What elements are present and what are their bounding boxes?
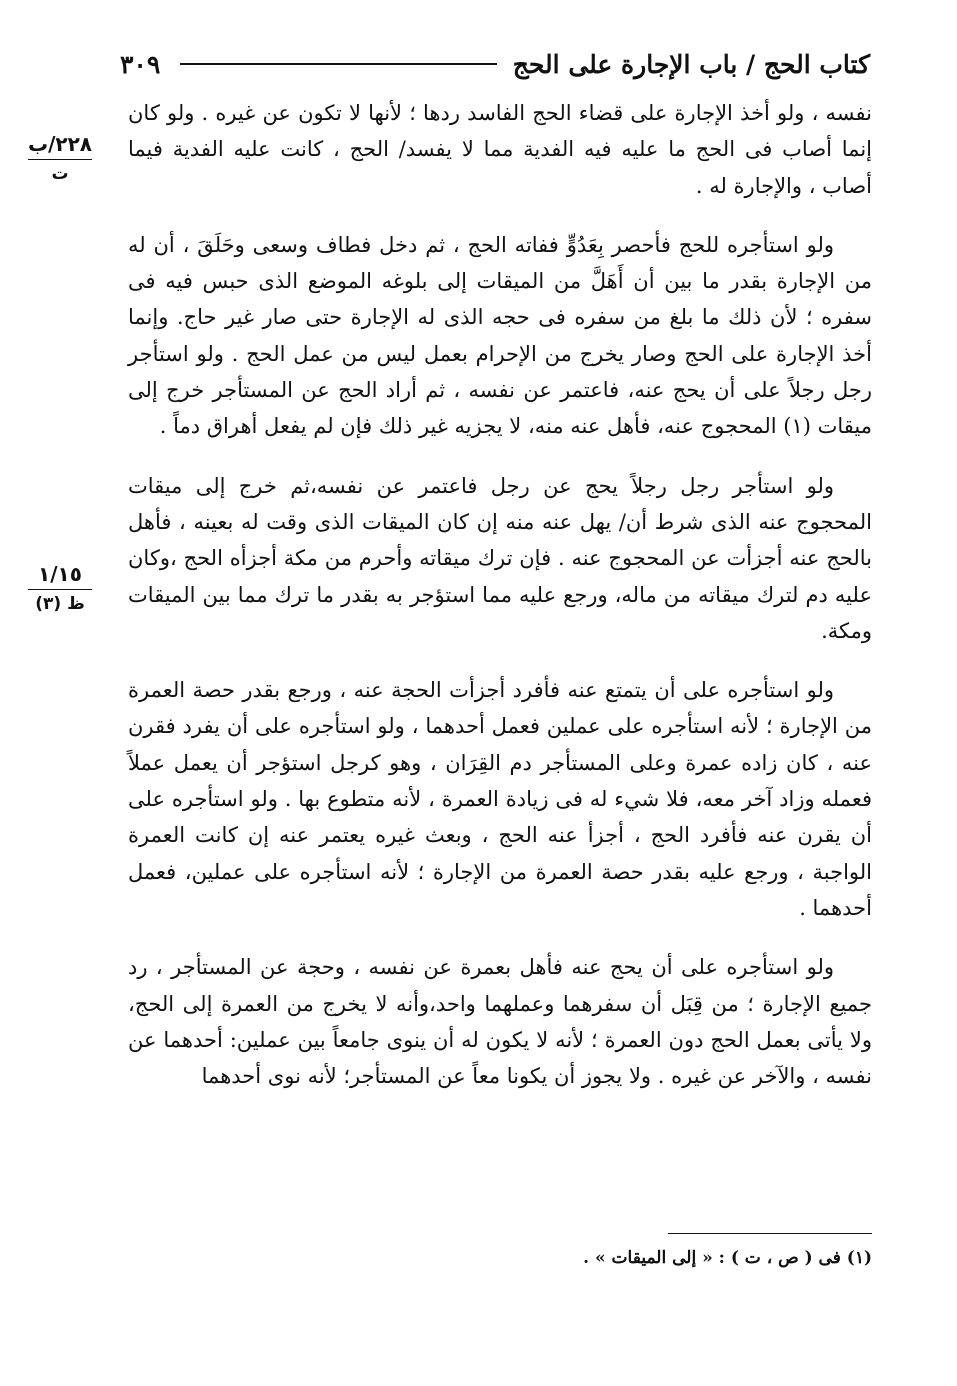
margin-note-1-siglum: ت [51,164,69,184]
margin-note-2-rule [28,589,92,590]
margin-note-2-folio: ١/١٥ [38,562,82,586]
margin-note-2-siglum: ظ (٣) [35,594,85,614]
paragraph-3: ولو استأجر رجل رجلاً يحج عن رجل فاعتمر عن نفسه،ثم خرج إلى ميقات المحجوج عنه الذى شرط أن/ يهل عنه منه إن كان الميقات الذى وقت له بعينه ، فأهل بالحج عنه أجزأت عن المحجوج عنه . فإن ترك ميقاته وأحرم من مكة أجزأه الحج ،وكان عليه دم لترك ميقاته من ماله، ورجع عليه مما استؤجر به بقدر ما ترك مما بين الميقات ومكة. [128,473,872,643]
margin-note-2 [22,563,98,614]
paragraph-2: ولو استأجره للحج فأحصر بِعَدُوٍّ ففاته الحج ، ثم دخل فطاف وسعى وحَلَقَ ، أن له من الإجارة بقدر ما بين أن أَهَلَّ من الميقات إلى بلوغه الموضع الذى حبس فيه فى سفره ؛ لأن ذلك ما بلغ من سفره فى حجه الذى له الإجارة حتى صار غير حاج. وإنما أخذ الإجارة على الحج وصار يخرج من الإحرام بعمل ليس من عمل الحج . ولو استأجر رجل رجلاً على أن يحج عنه، فاعتمر عن نفسه ، ثم أراد الحج عن المستأجر خرج إلى ميقات (١) المحجوج عنه، فأهل عنه منه، لا يجزيه غير ذلك فإن لم يفعل أهراق دماً . [128,232,872,439]
paragraph-4: ولو استأجره على أن يتمتع عنه فأفرد أجزأت الحجة عنه ، ورجع بقدر حصة العمرة من الإجارة ؛ لأنه استأجره على عملين فعمل أحدهما ، ولو استأجره على أن يفرد فقرن عنه ، كان زاده عمرة وعلى المستأجر دم القِرَان ، وهو كرجل استؤجر أن يعمل عملاً فعمله وزاد آخر معه، فلا شيء له فى زيادة العمرة ، لأنه متطوع بها . ولو استأجره على أن يقرن عنه فأفرد الحج ، أجزأ عنه الحج ، وبعث غيره يعتمر عنه إن كانت العمرة الواجبة ، ورجع عليه بقدر حصة العمرة من الإجارة ؛ لأنه استأجره على عملين، فعمل أحدهما . [128,678,872,920]
margin-note-1 [22,133,98,184]
paragraph-1: نفسه ، ولو أخذ الإجارة على قضاء الحج الفاسد ردها ؛ لأنها لا تكون عن غيره . ولو كان إنما أصاب فى الحج ما عليه فيه الفدية مما لا يفسد/ الحج ، كانت عليه الفدية فيما أصاب ، والإجارة له . [128,101,872,198]
footnote-rule [668,1233,872,1234]
footnote: (١) فى ( ص ، ت ) : « إلى الميقات » . [583,1248,872,1268]
running-title: كتاب الحج / باب الإجارة على الحج [512,49,870,79]
paragraph-5: ولو استأجره على أن يحج عنه فأهل بعمرة عن نفسه ، وحجة عن المستأجر ، رد جميع الإجارة ؛ من قِبَل أن سفرهما وعملهما واحد،وأنه لا يخرج من العمرة إلى الحج، ولا يأتى بعمل الحج دون العمرة ؛ لأنه لا يكون له أن ينوى جامعاً بين عملين: أحدهما عن نفسه ، والآخر عن غيره . ولا يجوز أن يكونا معاً عن المستأجر؛ لأنه نوى أحدهما [128,955,872,1089]
running-header [120,44,870,84]
margin-note-1-rule [28,159,92,160]
margin-note-1-folio: ٢٢٨/ب [27,132,93,156]
main-text [128,95,872,1117]
page-number: ٣٠٩ [120,49,161,79]
header-rule [180,63,496,65]
